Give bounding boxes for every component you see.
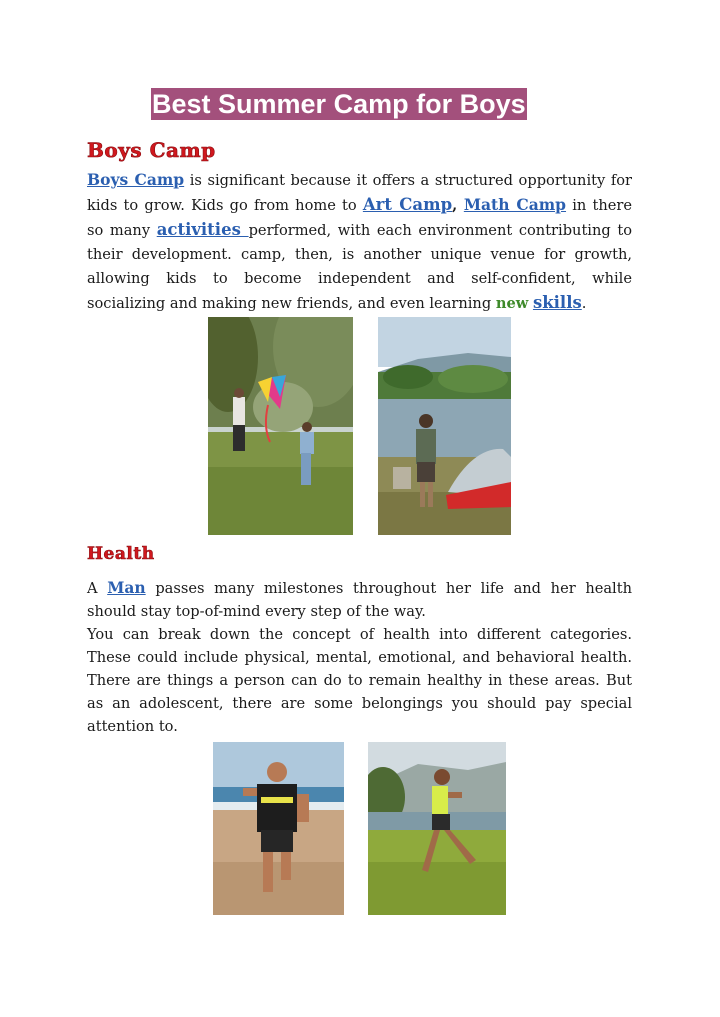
title-wrap bbox=[151, 88, 527, 120]
beach-runner-photo bbox=[213, 742, 344, 915]
grass-runner-photo bbox=[368, 742, 506, 915]
section-heading-boys-camp: Boys Camp bbox=[87, 138, 216, 162]
comma-separator: , bbox=[452, 197, 464, 214]
art-camp-link[interactable]: Art Camp bbox=[362, 195, 453, 214]
kite-park-photo bbox=[208, 317, 353, 535]
paragraph-text: is significant because it offers a structured opportunity for kids to grow. Kids go from home to bbox=[87, 172, 632, 214]
boys-camp-link[interactable]: Boys Camp bbox=[87, 170, 185, 189]
paragraph-text: performed, with each environment contributing to their development. camp, then, is another unique venue for growth, allowing kids to become independent and self-confident, while socializing and making new friends, and even learning bbox=[87, 222, 632, 312]
paragraph-text: You can break down the concept of health into different categories. These could include physical, mental, emotional, and behavioral health. There are things a person can do to remain healthy in these areas. But as an adolescent, there are some belongings you should pay special attention to. bbox=[87, 626, 632, 735]
man-link[interactable]: Man bbox=[107, 578, 146, 597]
paragraph-text: in there so many bbox=[87, 197, 632, 239]
paragraph-text: A bbox=[87, 580, 108, 597]
section-heading-health: Health bbox=[87, 544, 155, 564]
page-title: Best Summer Camp for Boys bbox=[152, 89, 526, 119]
skills-link[interactable]: skills bbox=[532, 293, 582, 312]
lake-camping-photo bbox=[378, 317, 511, 535]
boys-camp-paragraph bbox=[87, 168, 632, 316]
new-highlight: new bbox=[495, 295, 529, 312]
activities-link[interactable]: activities bbox=[156, 220, 249, 239]
paragraph-text: . bbox=[581, 295, 587, 312]
health-paragraph bbox=[87, 576, 632, 738]
math-camp-link[interactable]: Math Camp bbox=[463, 195, 567, 214]
paragraph-text: passes many milestones throughout her life and her health should stay top-of-mind every step of the way. bbox=[87, 580, 632, 620]
